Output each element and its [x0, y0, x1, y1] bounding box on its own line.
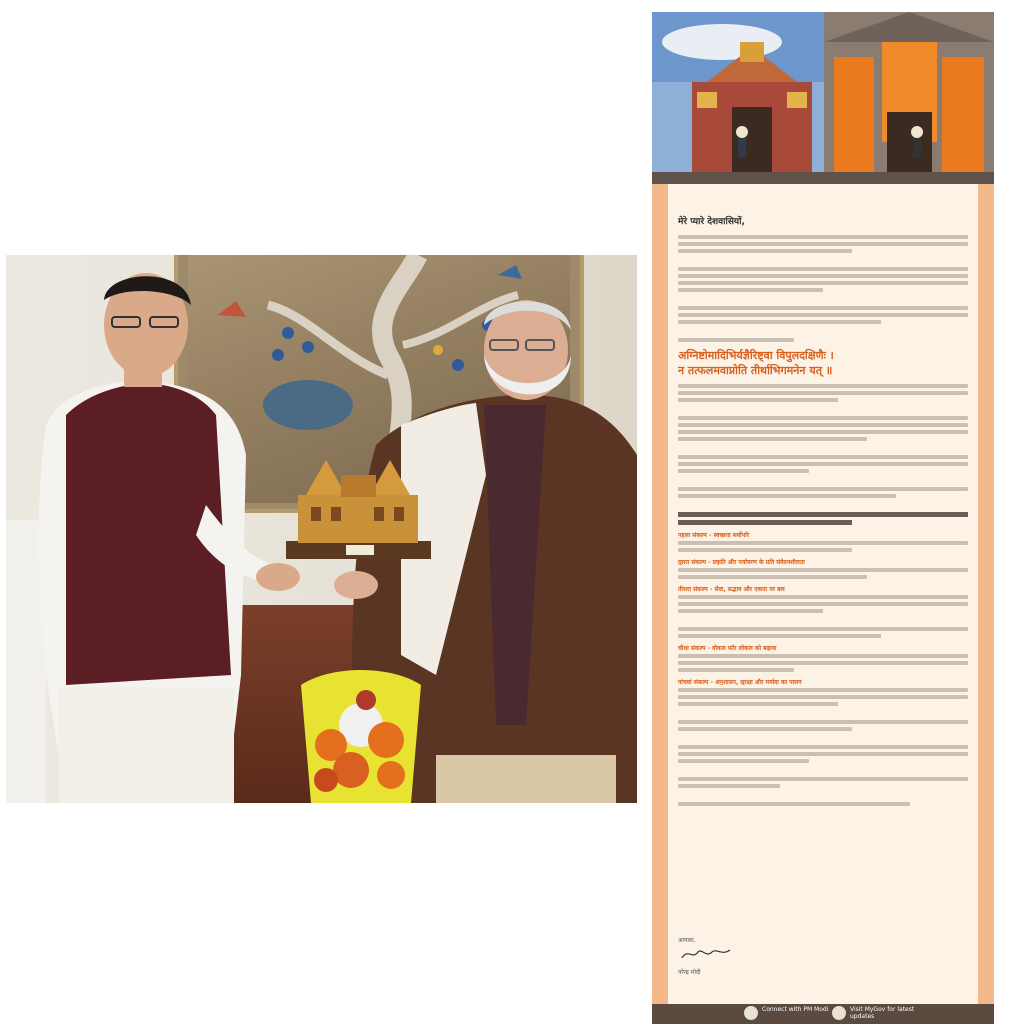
resolution-2: दूसरा संकल्प - प्रकृति और पर्यावरण के प्रति संवेदनशीलता: [678, 559, 805, 565]
letter-greeting: मेरे प्यारे देशवासियों,: [678, 217, 745, 227]
mygov-logo-icon: [832, 1006, 846, 1020]
resolution-3: तीसरा संकल्प - सेवा, सद्भाव और एकता पर बल: [678, 586, 785, 592]
footer-mygov-text: Visit MyGov for latest updates: [850, 1006, 915, 1020]
resolution-5: पांचवां संकल्प - अनुशासन, सुरक्षा और मर्यादा का पालन: [678, 679, 802, 685]
flower-bouquet: [291, 665, 431, 803]
letter-sheet: [668, 184, 978, 1004]
letter-footer: [652, 1004, 994, 1024]
closing-text: आपका,: [678, 937, 696, 944]
sanskrit-verse-line-1: अग्निष्टोमादिभिर्यज्ञैरिष्ट्वा विपुलदक्षिणैः ।: [678, 349, 834, 362]
resolution-4: चौथा संकल्प - वोकल फॉर लोकल को बढ़ावा: [678, 645, 777, 651]
signatory-name: नरेन्द्र मोदी: [678, 969, 701, 976]
temple-model: [286, 445, 436, 565]
sanskrit-verse: [678, 348, 968, 378]
letter-poster: [652, 12, 994, 1024]
pm-avatar-icon: [744, 1006, 758, 1020]
letter-signoff: [678, 936, 798, 976]
sanskrit-verse-line-2: न तत्फलमवाप्नोति तीर्थाभिगमनेन यत् ॥: [678, 364, 833, 377]
handwritten-signature: [678, 944, 738, 964]
meeting-photo: [6, 255, 637, 803]
footer-connect-text: Connect with PM Modi: [762, 1006, 829, 1013]
temple-banner: [652, 12, 994, 184]
resolution-1: पहला संकल्प - स्वच्छता सर्वोपरि: [678, 532, 750, 538]
